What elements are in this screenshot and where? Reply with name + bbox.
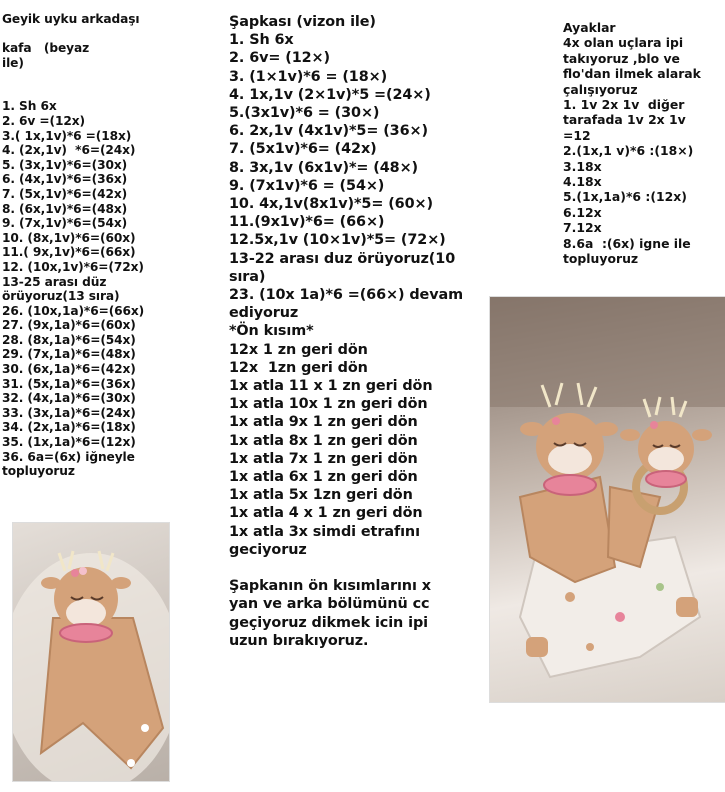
left-column [2, 12, 212, 479]
left-title: Geyik uyku arkadaşı [2, 12, 140, 26]
middle-row: *Ön kısım* [229, 323, 314, 340]
middle-row: 12.5x,1v (10×1v)*5= (72×) [229, 232, 446, 249]
right-row: 2.(1x,1 v)*6 :(18×) [563, 143, 694, 159]
left-row: 32. (4x,1a)*6=(30x) [2, 391, 136, 406]
left-row: topluyoruz [2, 464, 75, 479]
left-row: 29. (7x,1a)*6=(48x) [2, 347, 136, 362]
right-row: flo'dan ilmek alarak [563, 66, 701, 82]
deer-set-photo [489, 296, 725, 703]
middle-row: 1x atla 7x 1 zn geri dön [229, 450, 418, 467]
middle-row: 8. 3x,1v (6x1v)*= (48×) [229, 159, 419, 176]
left-section-title: kafa (beyaz ile) [2, 41, 90, 70]
left-row: 31. (5x,1a)*6=(36x) [2, 376, 136, 391]
right-row: =12 [563, 127, 591, 143]
middle-row: 1x atla 10x 1 zn geri dön [229, 396, 428, 413]
right-row: 7.12x [563, 220, 602, 236]
right-row: 8.6a :(6x) igne ile [563, 235, 691, 251]
left-row: 36. 6a=(6x) iğneyle [2, 449, 135, 464]
right-title: Ayaklar [563, 20, 616, 35]
middle-note-line: yan ve arka bölümünü cc [229, 596, 430, 613]
middle-row: 4. 1x,1v (2×1v)*5 =(24×) [229, 86, 431, 103]
deer-set-illustration [490, 297, 725, 702]
middle-note-line: uzun bırakıyoruz. [229, 632, 369, 649]
left-row: 13-25 arası düz [2, 274, 107, 289]
left-row: 27. (9x,1a)*6=(60x) [2, 318, 136, 333]
middle-row: 1. Sh 6x [229, 32, 294, 49]
middle-row: 9. (7x1v)*6 = (54×) [229, 177, 385, 194]
left-row: 7. (5x,1v)*6=(42x) [2, 186, 128, 201]
right-row: 4x olan uçlara ipi [563, 35, 684, 51]
middle-row: 7. (5x1v)*6= (42x) [229, 141, 377, 158]
middle-row: 10. 4x,1v(8x1v)*5= (60×) [229, 196, 433, 213]
middle-row: 12x 1zn geri dön [229, 359, 368, 376]
left-row: 1. Sh 6x [2, 99, 57, 114]
left-row: 2. 6v =(12x) [2, 113, 85, 128]
left-row: 33. (3x,1a)*6=(24x) [2, 405, 136, 420]
left-row: 12. (10x,1v)*6=(72x) [2, 259, 144, 274]
left-row: 8. (6x,1v)*6=(48x) [2, 201, 128, 216]
middle-column [229, 13, 491, 650]
middle-row: ediyoruz [229, 305, 299, 322]
right-row: topluyoruz [563, 251, 639, 267]
left-row: 9. (7x,1v)*6=(54x) [2, 216, 128, 231]
middle-row: 5.(3x1v)*6 = (30×) [229, 105, 380, 122]
right-row: çalışıyoruz [563, 81, 638, 97]
middle-row: 1x atla 3x simdi etrafını [229, 523, 420, 540]
middle-row: 12x 1 zn geri dön [229, 341, 368, 358]
middle-row: 1x atla 8x 1 zn geri dön [229, 432, 418, 449]
middle-row: 2. 6v= (12×) [229, 50, 330, 67]
left-row: 34. (2x,1a)*6=(18x) [2, 420, 136, 435]
left-row: 5. (3x,1v)*6=(30x) [2, 157, 128, 172]
left-row: 10. (8x,1v)*6=(60x) [2, 230, 136, 245]
middle-row: 3. (1×1v)*6 = (18×) [229, 68, 388, 85]
middle-note-line: Şapkanın ön kısımlarını x [229, 578, 431, 595]
middle-row: 1x atla 9x 1 zn geri dön [229, 414, 418, 431]
left-row: 35. (1x,1a)*6=(12x) [2, 435, 136, 450]
middle-row: 1x atla 6x 1 zn geri dön [229, 469, 418, 486]
right-row: 4.18x [563, 174, 602, 190]
left-row: 6. (4x,1v)*6=(36x) [2, 172, 128, 187]
left-row: 30. (6x,1a)*6=(42x) [2, 362, 136, 377]
right-row: takıyoruz ,blo ve [563, 50, 680, 66]
right-row: 5.(1x,1a)*6 :(12x) [563, 189, 687, 205]
left-row: 4. (2x,1v) *6=(24x) [2, 143, 136, 158]
left-row: 28. (8x,1a)*6=(54x) [2, 332, 136, 347]
middle-row: 1x atla 11 x 1 zn geri dön [229, 378, 433, 395]
right-column [563, 20, 725, 267]
deer-lovey-photo [12, 522, 170, 782]
left-row: 26. (10x,1a)*6=(66x) [2, 303, 145, 318]
left-row: 11.( 9x,1v)*6=(66x) [2, 245, 136, 260]
middle-row: 1x atla 4 x 1 zn geri dön [229, 505, 423, 522]
middle-row: 23. (10x 1a)*6 =(66×) devam [229, 287, 464, 304]
right-row: 3.18x [563, 158, 602, 174]
middle-title: Şapkası (vizon ile) [229, 14, 376, 30]
deer-lovey-illustration [13, 523, 169, 781]
left-row: örüyoruz(13 sıra) [2, 289, 120, 304]
middle-row: sıra) [229, 268, 266, 285]
right-row: 6.12x [563, 204, 602, 220]
right-row: tarafada 1v 2x 1v [563, 112, 686, 128]
middle-row: 6. 2x,1v (4x1v)*5= (36×) [229, 123, 428, 140]
middle-row: geciyoruz [229, 541, 307, 558]
middle-row: 13-22 arası duz örüyoruz(10 [229, 250, 456, 267]
middle-row: 1x atla 5x 1zn geri dön [229, 487, 413, 504]
left-row: 3.( 1x,1v)*6 =(18x) [2, 128, 132, 143]
middle-row: 11.(9x1v)*6= (66×) [229, 214, 385, 231]
middle-note-line: geçiyoruz dikmek icin ipi [229, 614, 428, 631]
right-row: 1. 1v 2x 1v diğer [563, 97, 685, 113]
